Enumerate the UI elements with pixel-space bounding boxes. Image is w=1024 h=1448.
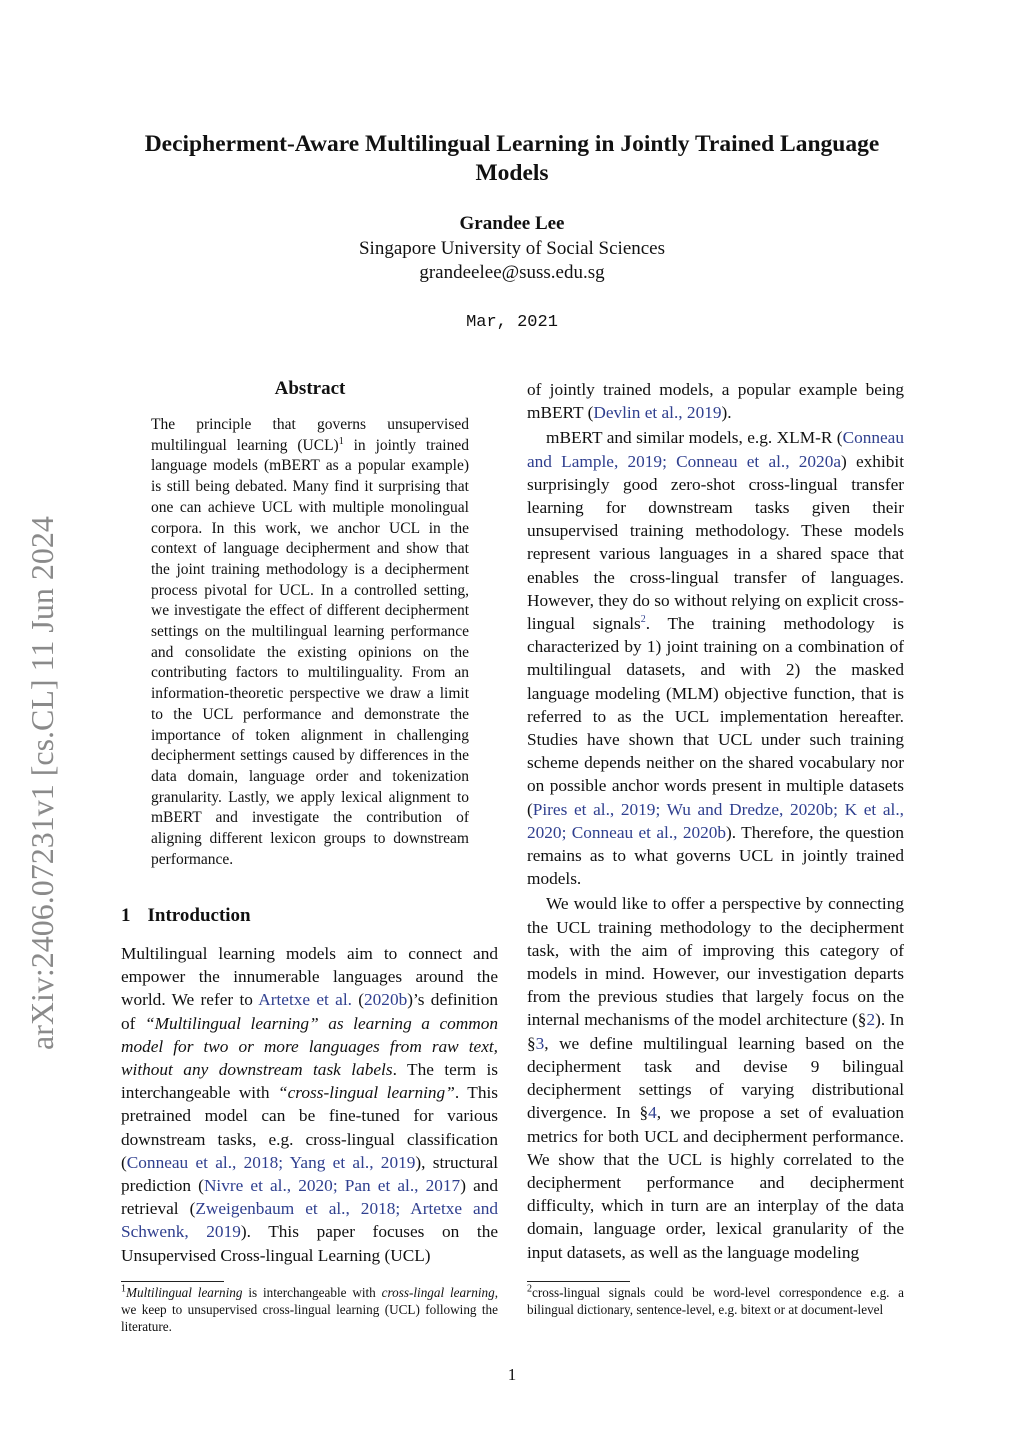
intro-paragraph-1-continued: of jointly trained models, a popular example being mBERT (Devlin et al., 2019).: [527, 380, 904, 423]
intro-paragraph-3: We would like to offer a perspective by connecting the UCL training methodology to the decipherment task, with the aim of improving this category of models in mind. However, our investigation departs from the previous studies that largely focus on the internal mechanisms of the model architecture (§2). In §3, we define multilingual learning based on the decipherment task and devise 9 bilingual decipherment settings of varying distributional divergence. In §4, we propose a set of evaluation metrics for both UCL and decipherment performance. We show that the UCL is highly correlated to the decipherment performance and decipherment difficulty, which in turn are an interplay of the data domain, language order, lexical granularity of the input datasets, as well as the language modeling: [527, 894, 904, 1262]
abstract-heading: Abstract: [274, 378, 346, 399]
section-link[interactable]: 2: [866, 1010, 876, 1030]
citation-link[interactable]: Zweigenbaum et al., 2018; Artetxe and Schwenk, 2019: [121, 1199, 499, 1242]
footnote-1: $^1$Multilingual learning is interchangeable with cross-lingal learning, we keep to unsupervised cross-lingual learning (UCL) following the literature.: [121, 1281, 498, 1335]
author-email: grandeelee@suss.edu.sg: [419, 262, 605, 283]
paper-title: Decipherment-Aware Multilingual Learning in Jointly Trained Language Models: [144, 131, 880, 186]
citation-link[interactable]: Nivre et al., 2020; Pan et al., 2017: [203, 1176, 461, 1196]
paper-date: Mar, 2021: [466, 313, 558, 332]
footnote-marker[interactable]: 1: [338, 435, 344, 447]
footnote-marker[interactable]: 2: [640, 614, 646, 626]
citation-link[interactable]: Conneau and Lample, 2019; Conneau et al., 2020a: [527, 428, 904, 471]
intro-paragraph-1: Multilingual learning models aim to connect and empower the innumerable languages around the world. We refer to Artetxe et al. (2020b)’s definition of “Multilingual learning” as learning a common model for two or more languages from raw text, without any downstream task labels. The term is interchangeable with “cross-lingual learning”. This pretrained model can be fine-tuned for various downstream tasks, e.g. cross-lingual classification (Conneau et al., 2018; Yang et al., 2019), structural prediction (Nivre et al., 2020; Pan et al., 2017) and retrieval (Zweigenbaum et al., 2018; Artetxe and Schwenk, 2019). This paper focuses on the Unsupervised Cross-lingual Learning (UCL): [121, 944, 499, 1265]
section-heading-introduction: [121, 905, 251, 927]
footnote-2: $^2$cross-lingual signals could be word-level correspondence e.g. a bilingual dictionary, sentence-level, e.g. bitext or at document-level: [527, 1281, 904, 1318]
right-column: [527, 378, 904, 1264]
citation-link[interactable]: Devlin et al., 2019: [593, 403, 722, 423]
abstract-body: The principle that governs unsupervised multilingual learning (UCL)$^1$ in jointly trained language models (mBERT as a popular example) is still being debated. Many find it surprising that one can achieve UCL with multiple monolingual corpora. In this work, we anchor UCL in the context of language decipherment and show that the joint training methodology is a decipherment process pivotal for UCL. In a controlled setting, we investigate the effect of different decipherment settings on the multilingual learning performance and consolidate the existing opinions on the contributing factors to multilinguality. From an information-theoretic perspective we draw a limit to the UCL performance and demonstrate the importance of token alignment in challenging decipherment settings caused by differences in the data domain, language order and tokenization granularity. Lastly, we apply lexical alignment to mBERT and investigate the contribution of aligning different lexicon groups to downstream performance.: [151, 416, 469, 868]
section-link[interactable]: 3: [535, 1033, 545, 1053]
citation-link[interactable]: Artetxe et al.: [258, 990, 352, 1010]
section-title: Introduction: [147, 905, 251, 926]
term-quote: “cross-lingual learning”: [278, 1083, 455, 1103]
page-number: 1: [507, 1365, 517, 1384]
citation-link[interactable]: Pires et al., 2019; Wu and Dredze, 2020b; K et al., 2020; Conneau et al., 2020b: [527, 799, 904, 842]
citation-link[interactable]: 2020b: [364, 990, 408, 1010]
section-number: 1: [121, 905, 131, 926]
definition-quote: “Multilingual learning” as learning a common model for two or more languages from raw text, without any downstream task labels: [121, 1013, 498, 1080]
intro-paragraph-2: mBERT and similar models, e.g. XLM-R (Conneau and Lample, 2019; Conneau et al., 2020a) exhibit surprisingly good zero-shot cross-lingual transfer learning for downstream tasks given their unsupervised training methodology. These models represent various languages in a shared space that enables the cross-lingual transfer of languages. However, they do so without relying on explicit cross-lingual signals$^2$. The training methodology is characterized by 1) joint training on a combination of multilingual datasets, and with 2) the masked language modeling (MLM) objective function, that is referred to as the UCL implementation hereafter. Studies have shown that UCL under such training scheme depends neither on the shared vocabulary nor on possible anchor words present in multiple datasets (Pires et al., 2019; Wu and Dredze, 2020b; K et al., 2020; Conneau et al., 2020b). Therefore, the question remains as to what governs UCL in jointly trained models.: [527, 428, 904, 889]
author-affiliation: Singapore University of Social Sciences: [358, 238, 666, 259]
footnote-divider: [527, 1281, 630, 1282]
footnote-divider: [121, 1281, 224, 1282]
arxiv-identifier: arXiv:2406.07231v1 [cs.CL] 11 Jun 2024: [24, 516, 60, 1050]
author-name: Grandee Lee: [459, 213, 565, 234]
section-link[interactable]: 4: [648, 1103, 657, 1123]
citation-link[interactable]: Conneau et al., 2018; Yang et al., 2019: [126, 1152, 416, 1172]
